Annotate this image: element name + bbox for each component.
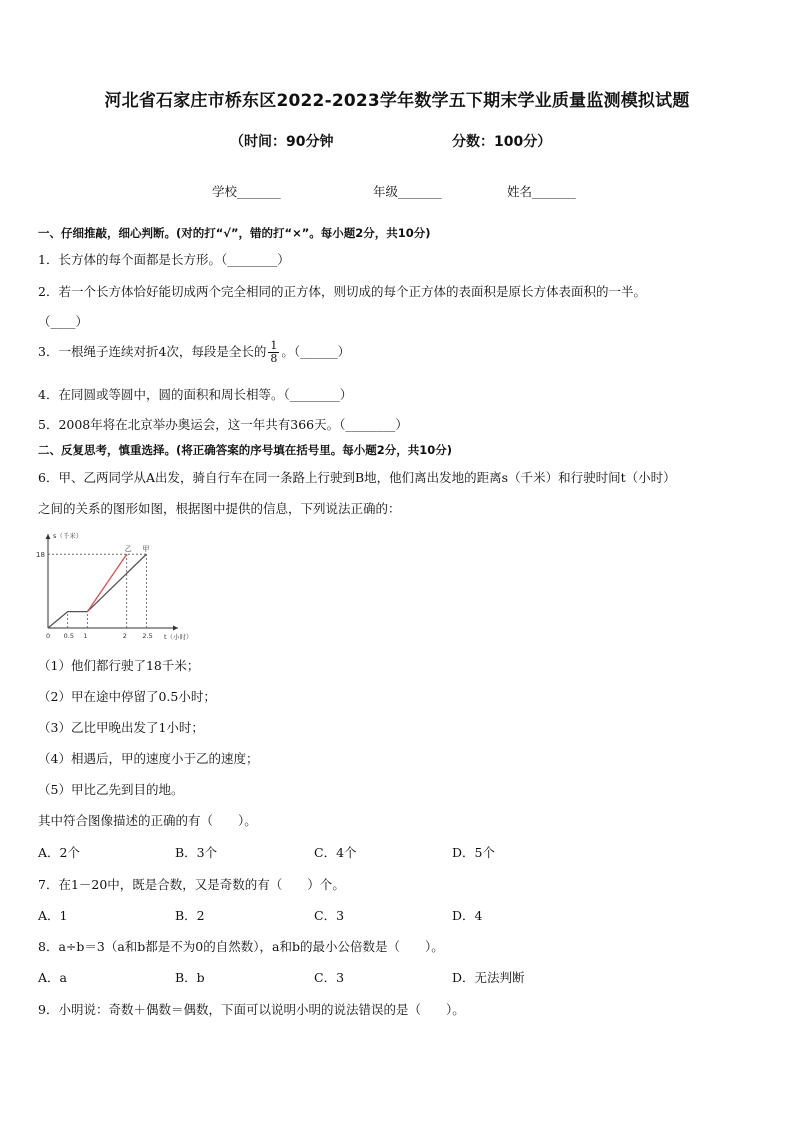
exam-score: 分数：100分） [452, 134, 552, 150]
question-2-line-2: （____） [38, 314, 89, 329]
section-2-heading: 二、反复思考，慎重选择。(将正确答案的序号填在括号里。每小题2分，共10分) [38, 443, 453, 457]
question-4: 4．在同圆或等圆中，圆的面积和周长相等。（________） [38, 387, 353, 402]
fraction-denominator: 8 [270, 352, 278, 365]
grade-field: 年级_______ [373, 184, 442, 199]
q8-option-b: B．b [175, 970, 205, 985]
x-tick-label: 2 [122, 632, 127, 640]
question-6-ask: 其中符合图像描述的正确的有（ ）。 [38, 813, 257, 828]
x-axis-arrow [173, 626, 178, 631]
question-5: 5．2008年将在北京举办奥运会，这一年共有366天。（________） [38, 417, 408, 432]
section-1-heading: 一、仔细推敲，细心判断。(对的打“√”，错的打“×”。每小题2分，共10分) [38, 226, 431, 240]
statement-5: （5）甲比乙先到目的地。 [38, 782, 184, 797]
series-line-乙 [87, 554, 126, 611]
q7-option-b: B．2 [175, 908, 205, 923]
series-line-甲 [48, 554, 146, 628]
series-label: 甲 [142, 545, 150, 554]
question-7: 7．在1－20中，既是合数，又是奇数的有（ ）个。 [38, 877, 345, 892]
question-1: 1．长方体的每个面都是长方形。（________） [38, 252, 290, 267]
q8-option-d: D．无法判断 [452, 970, 525, 985]
x-tick-label: 2.5 [142, 632, 153, 640]
q6-option-d: D．5个 [452, 845, 495, 860]
question-6-line-1: 6．甲、乙两同学从A出发，骑自行车在同一条路上行驶到B地，他们离出发地的距离s（千米）和行驶时间t（小时） [38, 470, 676, 485]
page-title: 河北省石家庄市桥东区2022-2023学年数学五下期末学业质量监测模拟试题 [104, 91, 690, 111]
question-3-text-post: 。（______） [281, 344, 351, 359]
q8-option-a: A．a [38, 970, 67, 985]
question-8: 8．a÷b＝3（a和b都是不为0的自然数），a和b的最小公倍数是（ ）。 [38, 939, 444, 954]
series-label: 乙 [124, 545, 132, 554]
q7-option-c: C．3 [314, 908, 345, 923]
y-axis-label: s（千米） [53, 532, 83, 540]
y-tick-label: 18 [36, 551, 45, 560]
statement-2: （2）甲在途中停留了0.5小时； [38, 689, 216, 704]
statement-4: （4）相遇后，甲的速度小于乙的速度； [38, 751, 259, 766]
chart-svg [32, 528, 193, 644]
x-tick-label: 0.5 [63, 632, 75, 640]
question-2-line-1: 2．若一个长方体恰好能切成两个完全相同的正方体，则切成的每个正方体的表面积是原长方体表面积的一半。 [38, 284, 646, 299]
y-axis-arrow [46, 534, 51, 539]
q8-option-c: C．3 [314, 970, 345, 985]
x-axis-label: t（小时） [164, 633, 193, 641]
question-3-text-pre: 3．一根绳子连续对折4次，每段是全长的 [38, 344, 267, 359]
statement-1: （1）他们都行驶了18千米； [38, 658, 200, 673]
exam-time: （时间：90分钟 [230, 134, 334, 150]
x-tick-label: 1 [83, 632, 88, 640]
question-6-line-2: 之间的关系的图形如图，根据图中提供的信息，下列说法正确的： [38, 501, 401, 516]
question-3 [38, 340, 350, 365]
q6-option-c: C．4个 [314, 845, 357, 860]
question-9: 9．小明说：奇数＋偶数＝偶数，下面可以说明小明的说法错误的是（ ）。 [38, 1002, 465, 1017]
q7-option-d: D．4 [452, 908, 483, 923]
q6-option-b: B．3个 [175, 845, 218, 860]
q6-option-a: A．2个 [38, 845, 80, 860]
q7-option-a: A．1 [38, 908, 68, 923]
distance-time-chart [32, 528, 193, 644]
school-field: 学校_______ [212, 184, 281, 199]
statement-3: （3）乙比甲晚出发了1小时； [38, 720, 204, 735]
x-tick-label: 0 [46, 632, 51, 640]
fraction-one-eighth [268, 340, 279, 365]
fraction-numerator: 1 [270, 339, 278, 352]
name-field: 姓名_______ [507, 184, 576, 199]
